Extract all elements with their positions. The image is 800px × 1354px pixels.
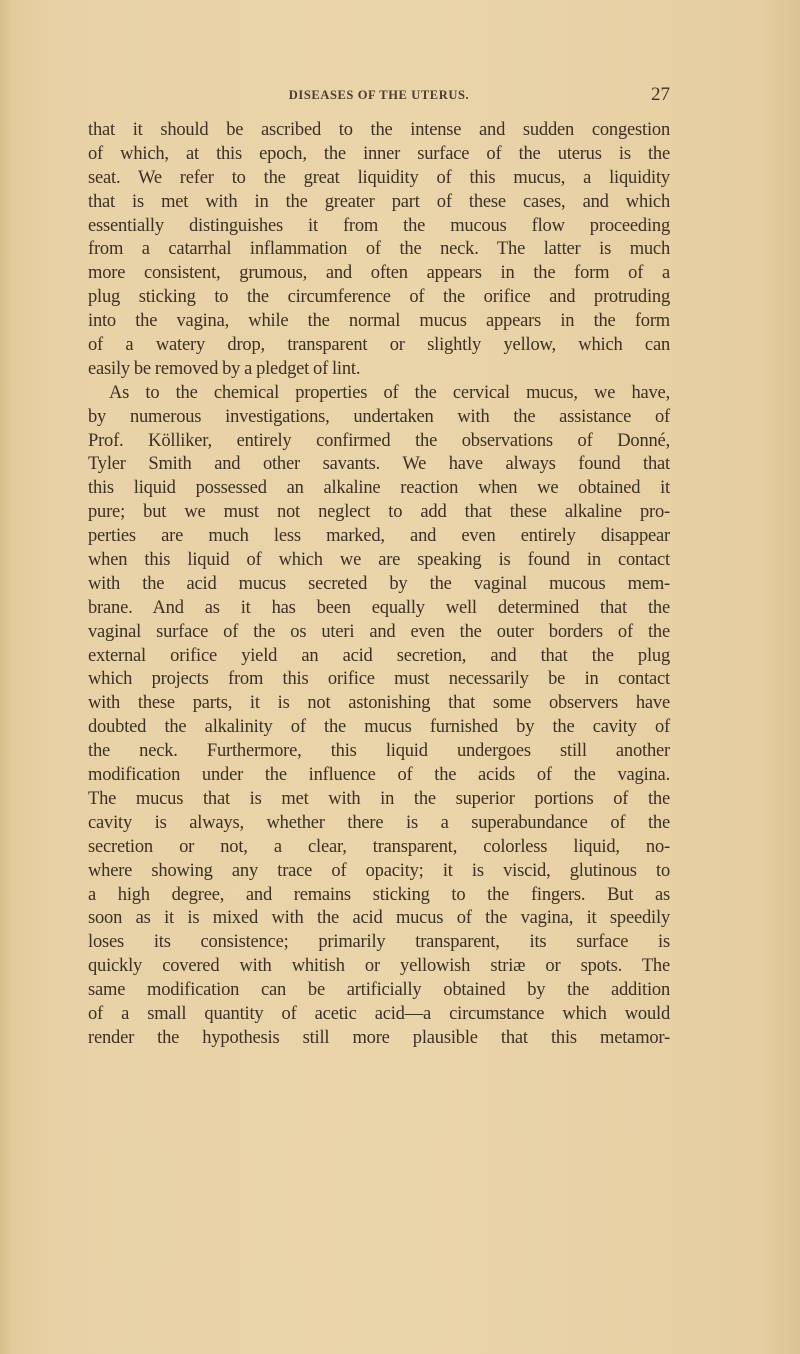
text-line: modification under the influence of the acids of the vagina. — [88, 765, 670, 786]
text-line: render the hypothesis still more plausible that this metamor- — [88, 1027, 670, 1048]
text-line: Prof. Kölliker, entirely confirmed the observations of Donné, — [88, 430, 670, 451]
text-line: essentially distinguishes it from the mucous flow proceeding — [88, 215, 670, 236]
text-line: by numerous investigations, undertaken with the assistance of — [88, 406, 670, 427]
text-line: doubted the alkalinity of the mucus furnished by the cavity of — [88, 717, 670, 738]
text-line: Tyler Smith and other savants. We have always found that — [88, 454, 670, 475]
text-line: that is met with in the greater part of these cases, and which — [88, 191, 670, 212]
text-line: where showing any trace of opacity; it is viscid, glutinous to — [88, 860, 670, 881]
text-line: this liquid possessed an alkaline reaction when we obtained it — [88, 478, 670, 499]
text-line: of which, at this epoch, the inner surface of the uterus is the — [88, 143, 670, 164]
text-line: soon as it is mixed with the acid mucus of the vagina, it speedily — [88, 908, 670, 929]
text-line: a high degree, and remains sticking to the fingers. But as — [88, 884, 670, 905]
text-line: vaginal surface of the os uteri and even the outer borders of the — [88, 621, 670, 642]
text-line: into the vagina, while the normal mucus appears in the form — [88, 311, 670, 332]
body-text — [88, 119, 670, 1051]
text-line: loses its consistence; primarily transparent, its surface is — [88, 932, 670, 953]
text-line: same modification can be artificially obtained by the addition — [88, 980, 670, 1001]
text-line: seat. We refer to the great liquidity of this mucus, a liquidity — [88, 167, 670, 188]
text-line: external orifice yield an acid secretion, and that the plug — [88, 645, 670, 666]
text-line: cavity is always, whether there is a superabundance of the — [88, 812, 670, 833]
text-line: plug sticking to the circumference of the orifice and protruding — [88, 287, 670, 308]
page-number: 27 — [651, 84, 670, 105]
text-line: when this liquid of which we are speaking is found in contact — [88, 550, 670, 571]
text-line: more consistent, grumous, and often appears in the form of a — [88, 263, 670, 284]
text-line: perties are much less marked, and even entirely disappear — [88, 526, 670, 547]
text-line: of a small quantity of acetic acid—a circumstance which would — [88, 1003, 670, 1024]
text-line: brane. And as it has been equally well determined that the — [88, 597, 670, 618]
text-line: As to the chemical properties of the cervical mucus, we have, — [109, 382, 670, 403]
page-header — [88, 84, 670, 108]
text-line: which projects from this orifice must necessarily be in contact — [88, 669, 670, 690]
text-line: with these parts, it is not astonishing that some observers have — [88, 693, 670, 714]
text-line: the neck. Furthermore, this liquid undergoes still another — [88, 741, 670, 762]
text-line: from a catarrhal inflammation of the neck. The latter is much — [88, 239, 670, 260]
text-line: pure; but we must not neglect to add that these alkaline pro- — [88, 502, 670, 523]
text-line: that it should be ascribed to the intense and sudden congestion — [88, 120, 670, 140]
text-line: The mucus that is met with in the superior portions of the — [88, 788, 670, 809]
text-line: quickly covered with whitish or yellowish striæ or spots. The — [88, 956, 670, 977]
text-line: of a watery drop, transparent or slightly yellow, which can — [88, 335, 670, 356]
running-title: DISEASES OF THE UTERUS. — [288, 88, 470, 102]
text-line: secretion or not, a clear, transparent, colorless liquid, no- — [88, 836, 670, 857]
text-line: with the acid mucus secreted by the vaginal mucous mem- — [88, 573, 670, 594]
text-line: easily be removed by a pledget of lint. — [88, 358, 361, 379]
